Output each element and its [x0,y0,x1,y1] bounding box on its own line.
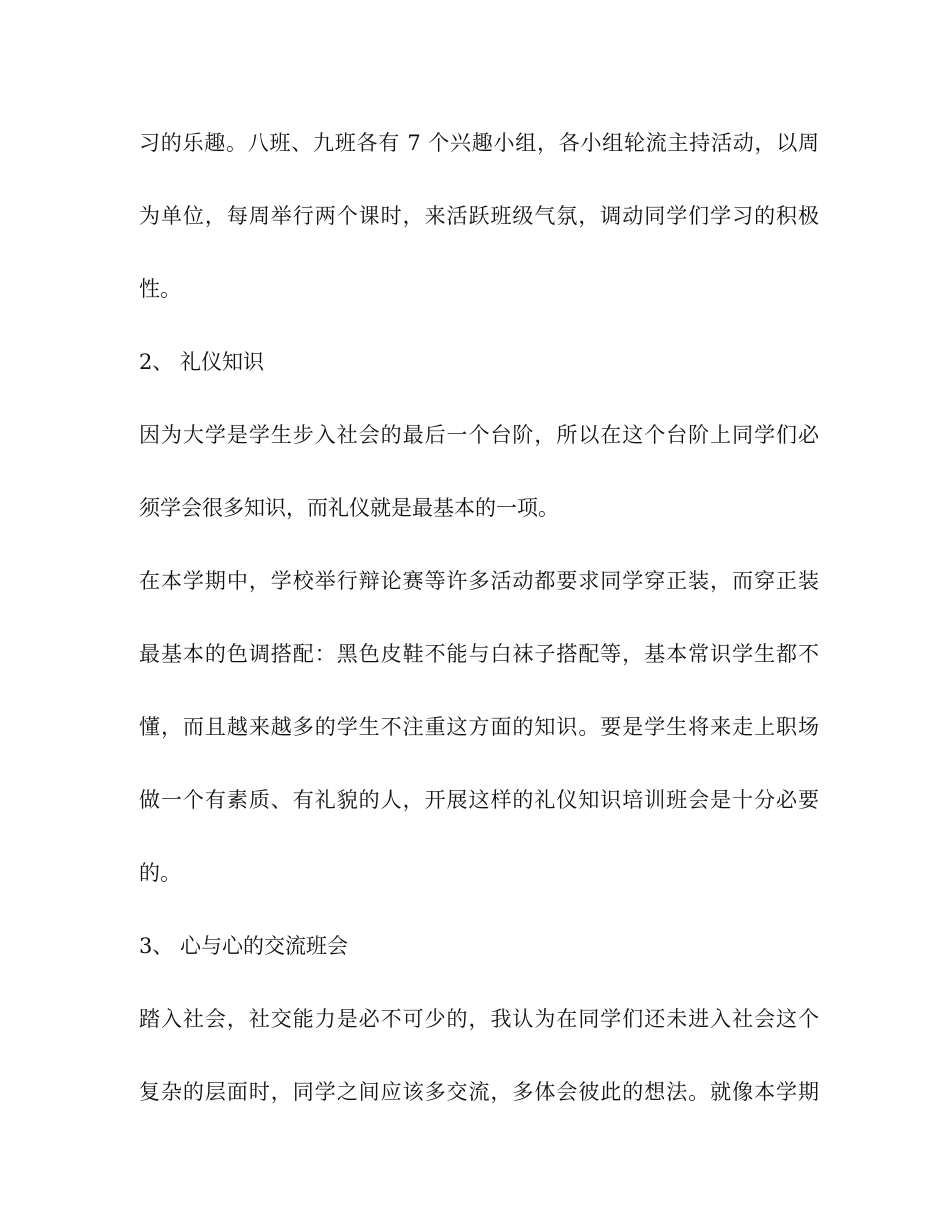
paragraph-line: 复杂的层面时，同学之间应该多交流，多体会彼此的想法。就像本学期 [139,1080,819,1104]
paragraph-line: 须学会很多知识，而礼仪就是最基本的一项。 [139,496,559,520]
section-heading: 3、 心与心的交流班会 [139,934,349,958]
paragraph-line: 在本学期中，学校举行辩论赛等许多活动都要求同学穿正装，而穿正装 [139,569,819,593]
paragraph-line: 做一个有素质、有礼貌的人，开展这样的礼仪知识培训班会是十分必要 [139,788,819,812]
paragraph-line: 的。 [139,861,181,885]
paragraph-line: 为单位，每周举行两个课时，来活跃班级气氛，调动同学们学习的积极 [139,204,819,228]
paragraph-line: 性。 [139,277,181,301]
paragraph-line: 踏入社会，社交能力是必不可少的，我认为在同学们还未进入社会这个 [139,1007,819,1031]
section-heading: 2、 礼仪知识 [139,350,265,374]
paragraph-line: 最基本的色调搭配：黑色皮鞋不能与白袜子搭配等，基本常识学生都不 [139,642,819,666]
paragraph-line: 习的乐趣。八班、九班各有 7 个兴趣小组，各小组轮流主持活动，以周 [139,131,819,155]
paragraph-line: 懂，而且越来越多的学生不注重这方面的知识。要是学生将来走上职场 [139,715,819,739]
paragraph-line: 因为大学是学生步入社会的最后一个台阶，所以在这个台阶上同学们必 [139,423,819,447]
